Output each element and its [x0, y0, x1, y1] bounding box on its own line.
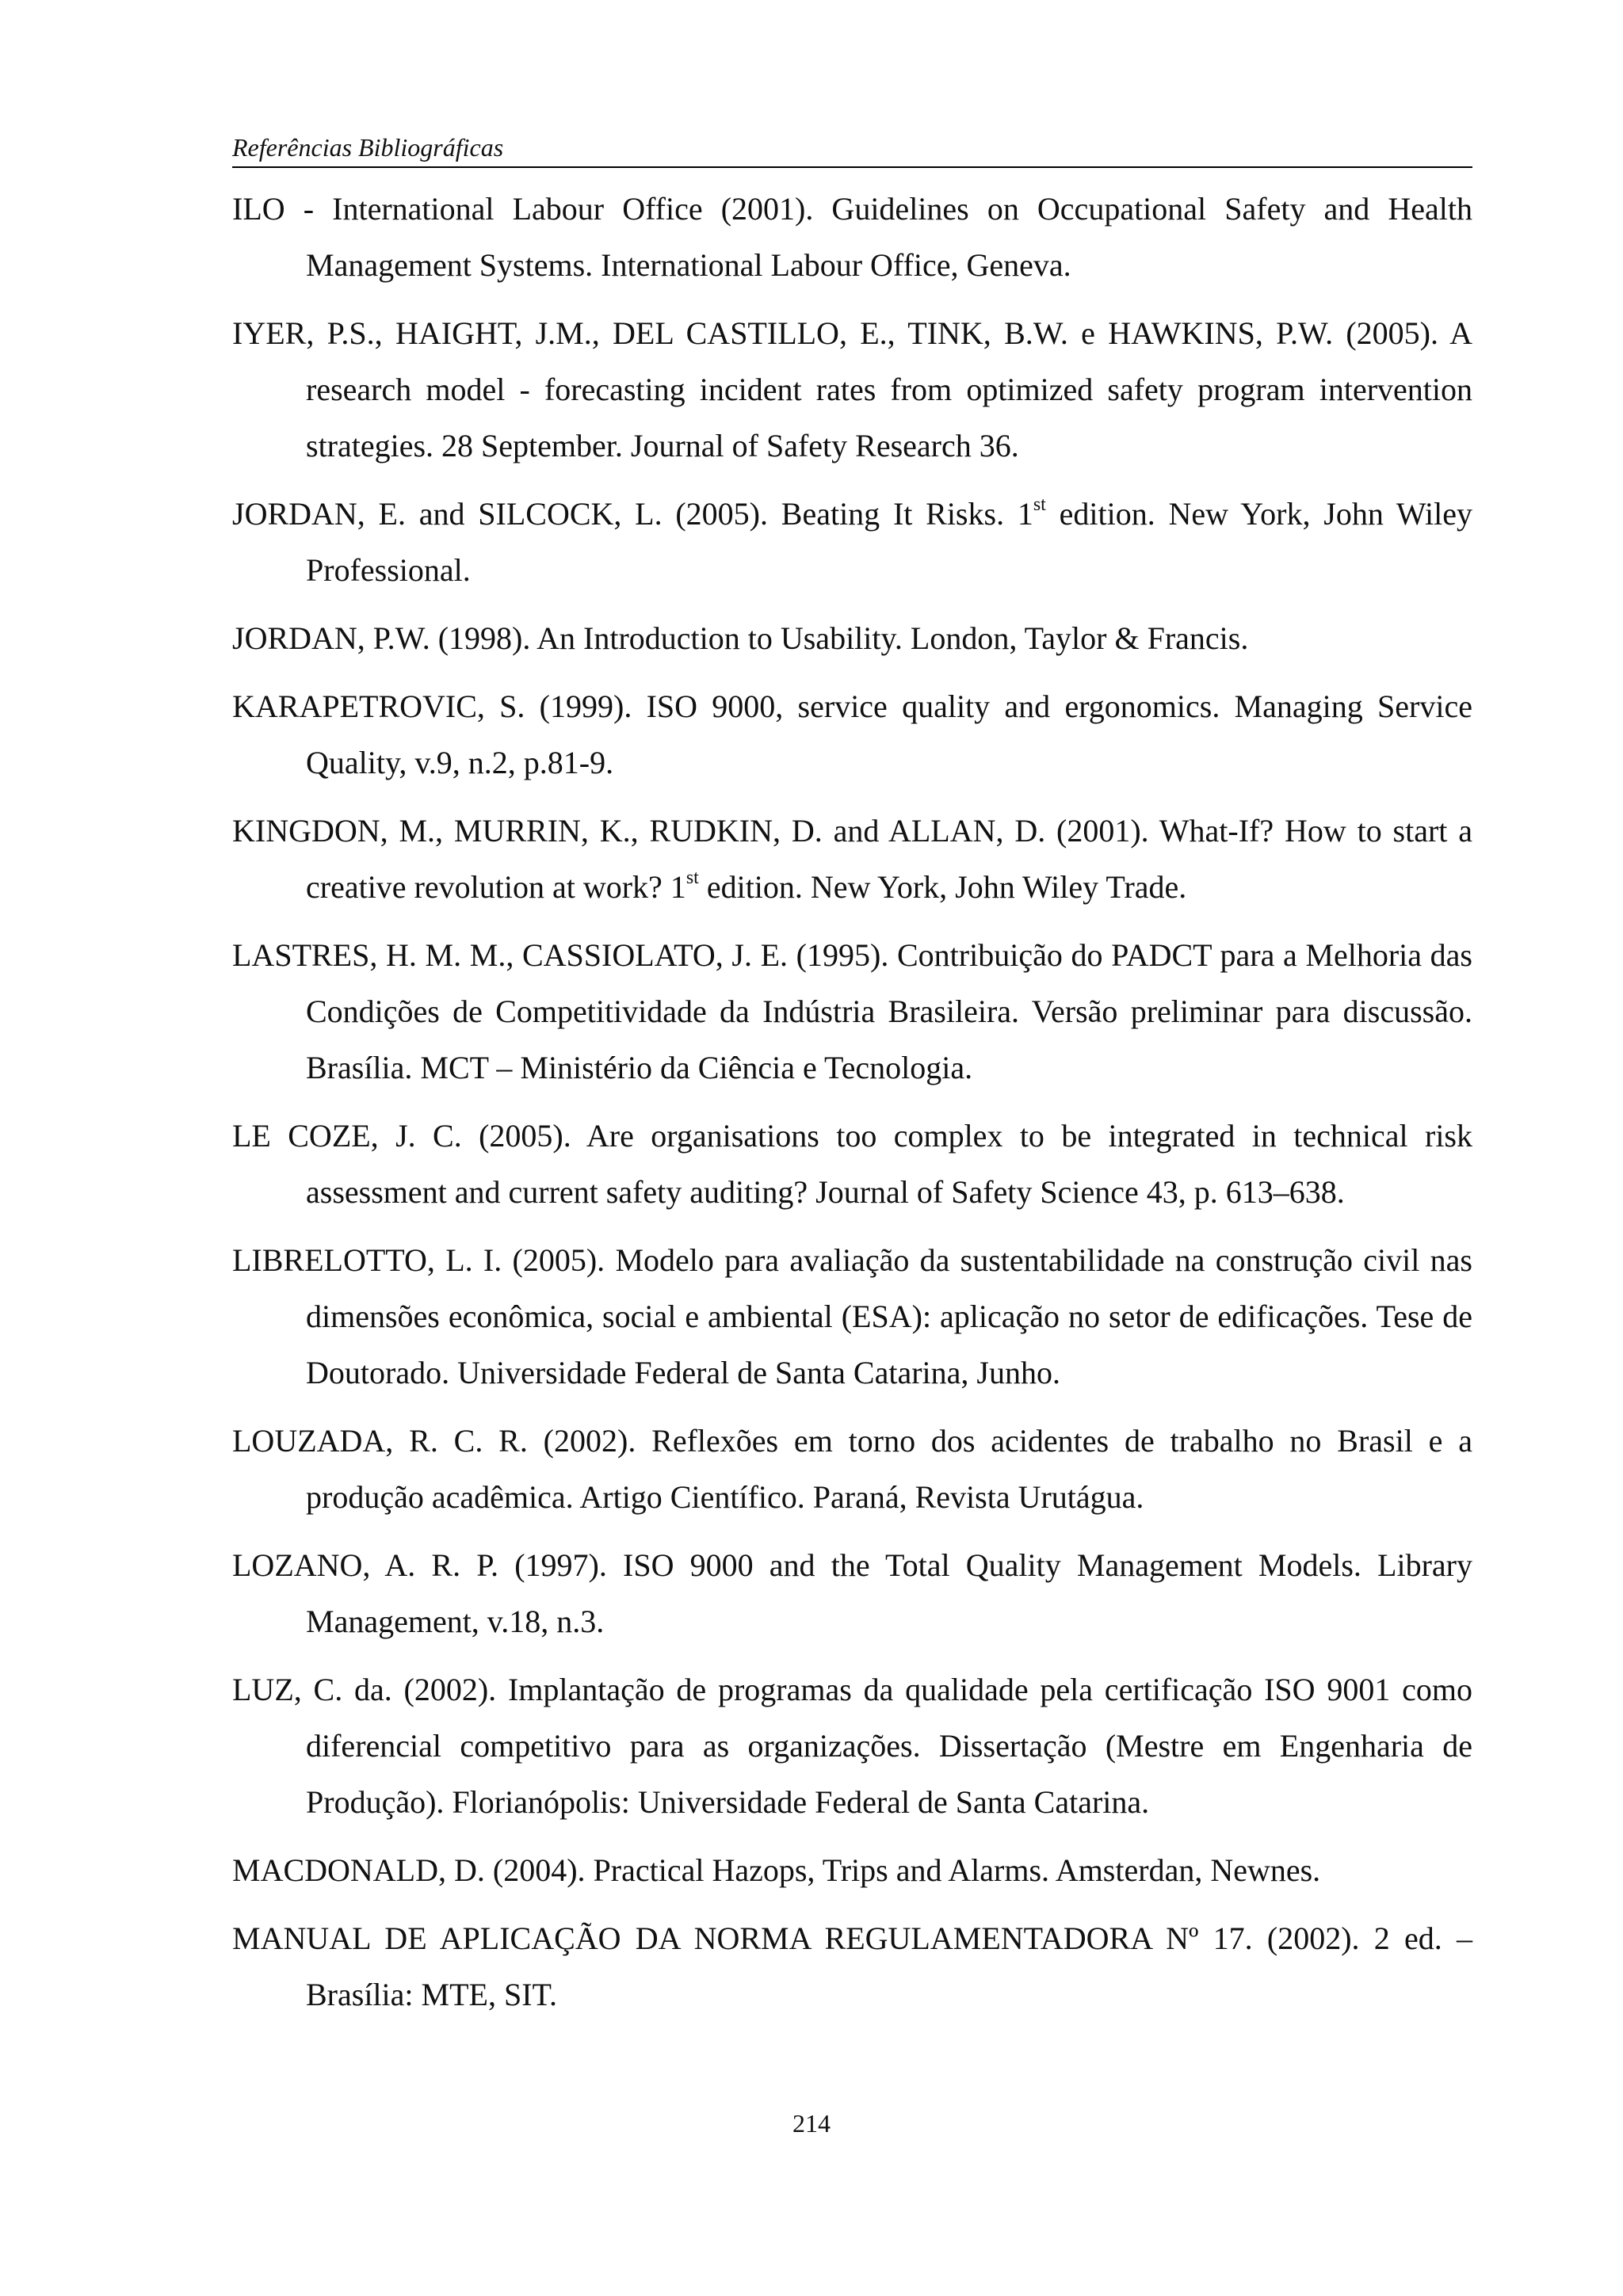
reference-text: JORDAN, E. and SILCOCK, L. (2005). Beating It Risks. 1: [232, 496, 1033, 532]
ordinal-superscript: st: [685, 868, 699, 888]
reference-text: MANUAL DE APLICAÇÃO DA NORMA REGULAMENTADORA Nº 17. (2002). 2 ed. – Brasília: MTE, SIT.: [232, 1920, 1472, 2012]
reference-text: KARAPETROVIC, S. (1999). ISO 9000, service quality and ergonomics. Managing Service Quality, v.9, n.2, p.81-9.: [232, 688, 1472, 780]
reference-text: edition. New York, John Wiley Professional.: [306, 496, 1472, 588]
page-number: 214: [792, 2109, 831, 2138]
reference-text: LOZANO, A. R. P. (1997). ISO 9000 and the Total Quality Management Models. Library Management, v.18, n.3.: [232, 1547, 1472, 1639]
reference-text: LOUZADA, R. C. R. (2002). Reflexões em torno dos acidentes de trabalho no Brasil e a produção acadêmica. Artigo Científico. Paraná, Revista Urutágua.: [232, 1423, 1472, 1515]
reference-text: MACDONALD, D. (2004). Practical Hazops, Trips and Alarms. Amsterdan, Newnes.: [232, 1852, 1321, 1888]
reference-entry: [232, 181, 1472, 293]
reference-text: IYER, P.S., HAIGHT, J.M., DEL CASTILLO, E., TINK, B.W. e HAWKINS, P.W. (2005). A research model - forecasting incident rates from optimized safety program intervention strategies. 28 September. Journal of Safety Research 36.: [232, 315, 1472, 463]
reference-text: LASTRES, H. M. M., CASSIOLATO, J. E. (1995). Contribuição do PADCT para a Melhoria das Condições de Competitividade da Indústria Brasileira. Versão preliminar para discussão. Brasília. MCT – Ministério da Ciência e Tecnologia.: [232, 937, 1472, 1085]
reference-text: ILO - International Labour Office (2001). Guidelines on Occupational Safety and Health Management Systems. International Labour Office, Geneva.: [232, 191, 1472, 283]
ordinal-superscript: st: [1033, 494, 1046, 515]
reference-entry: [232, 1910, 1472, 2023]
reference-text: KINGDON, M., MURRIN, K., RUDKIN, D. and ALLAN, D. (2001). What-If? How to start a creative revolution at work? 1: [232, 813, 1472, 905]
reference-entry: [232, 1232, 1472, 1401]
reference-entry: [232, 678, 1472, 791]
reference-text: LIBRELOTTO, L. I. (2005). Modelo para avaliação da sustentabilidade na construção civil nas dimensões econômica, social e ambiental (ESA): aplicação no setor de edificações. Tese de Doutorado. Universidade Federal de Santa Catarina, Junho.: [232, 1242, 1472, 1390]
running-header: Referências Bibliográficas: [232, 132, 1472, 168]
reference-entry: [232, 486, 1472, 598]
reference-entry: [232, 927, 1472, 1096]
reference-text: edition. New York, John Wiley Trade.: [698, 869, 1187, 905]
reference-entry: [232, 1661, 1472, 1830]
reference-entry: [232, 1413, 1472, 1525]
reference-entry: [232, 803, 1472, 915]
reference-text: LE COZE, J. C. (2005). Are organisations too complex to be integrated in technical risk assessment and current safety auditing? Journal of Safety Science 43, p. 613–638.: [232, 1118, 1472, 1210]
reference-entry: [232, 305, 1472, 474]
reference-entry: [232, 610, 1472, 666]
reference-text: LUZ, C. da. (2002). Implantação de programas da qualidade pela certificação ISO 9001 como diferencial competitivo para as organizações. Dissertação (Mestre em Engenharia de Produção). Florianópolis: Universidade Federal de Santa Catarina.: [232, 1672, 1472, 1820]
reference-text: JORDAN, P.W. (1998). An Introduction to Usability. London, Taylor & Francis.: [232, 620, 1249, 656]
reference-entry: [232, 1108, 1472, 1220]
reference-entry: [232, 1842, 1472, 1898]
reference-entry: [232, 1537, 1472, 1650]
reference-list: [232, 181, 1472, 2035]
